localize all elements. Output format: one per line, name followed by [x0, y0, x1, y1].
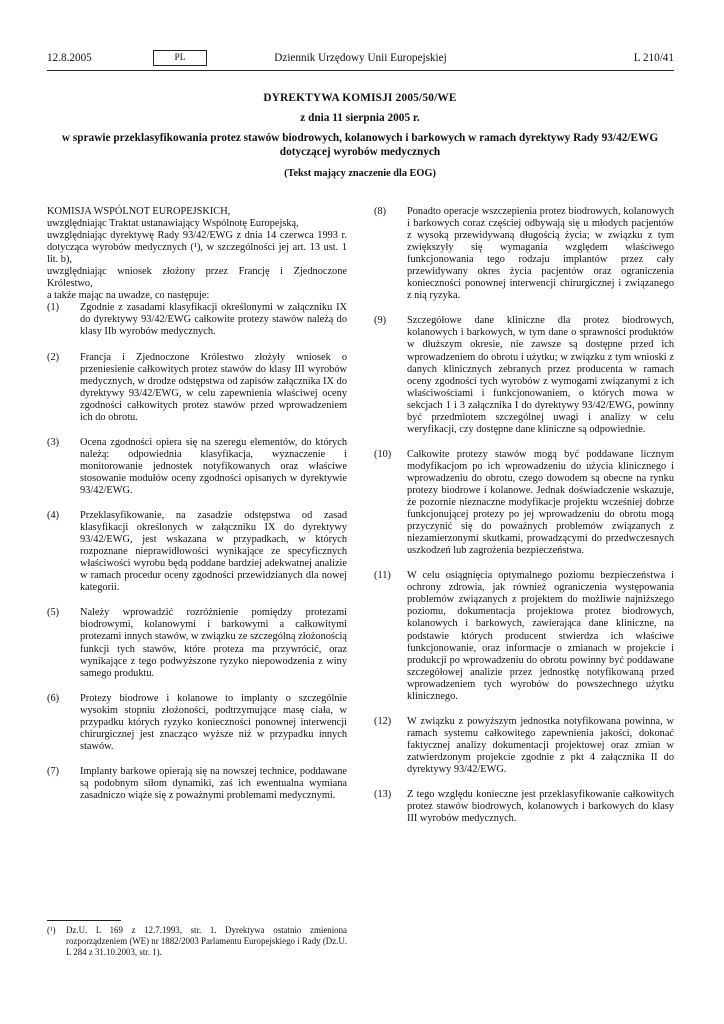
recital-text: Implanty barkowe opierają się na nowszej technice, poddawane są podobnym siłom dynamiki, zaś ich ewentualna wymiana zasadniczo wiąże się z poważnymi problemami medycznymi. [80, 765, 347, 801]
recital-text: Z tego względu konieczne jest przeklasyfikowanie całkowitych protez stawów biodrowych, kolanowych i barkowych do klasy III wyrobów medycznych. [407, 789, 674, 825]
recital-item [47, 437, 347, 497]
recital-treaty: uwzględniając Traktat ustanawiający Wspólnotę Europejską, [47, 218, 299, 230]
recital-number: (7) [47, 765, 60, 777]
footnote-divider [47, 920, 121, 921]
journal-title: Dziennik Urzędowy Unii Europejskiej [274, 52, 447, 64]
recital-number: (4) [47, 510, 60, 522]
whereas-intro: a także mając na uwadze, co następuje: [47, 290, 210, 302]
page-reference: L 210/41 [633, 52, 674, 64]
recital-item [47, 302, 347, 338]
recital-item [374, 570, 674, 703]
recital-text: Przeklasyfikowanie, na zasadzie odstępstwa od zasad klasyfikacji określonych w załączniku IX do dyrektywy 93/42/EWG, jest wskazana w przypadkach, w których rozpoznane nieprawidłowości wynikające ze specyficznych właściwości wyrobu będą poddane bardziej adekwatnej analizie w ramach procedur oceny zgodności przewidzianych dla nowej kategorii. [80, 510, 347, 594]
footnote [47, 925, 347, 958]
recital-item [374, 315, 674, 435]
document-title: DYREKTYWA KOMISJI 2005/50/WE [263, 92, 457, 104]
document-subject: w sprawie przeklasyfikowania protez stawów biodrowych, kolanowych i barkowych w ramach dyrektywy Rady 93/42/EWG dotyczącej wyrobów medycznych [61, 132, 659, 158]
recital-item [374, 449, 674, 557]
footnote-text: Dz.U. L 169 z 12.7.1993, str. 1. Dyrektywa ostatnio zmieniona rozporządzeniem (WE) nr 1882/2003 Parlamentu Europejskiego i Rady (Dz.U. L 284 z 31.10.2003, str. 1). [66, 925, 347, 957]
recital-number: (2) [47, 351, 60, 363]
recital-text: W celu osiągnięcia optymalnego poziomu bezpieczeństwa i ochrony zdrowia, jak również ograniczenia występowania problemów związanych z projektem do możliwie najniższego poziomu, dokumentacja projektowa protez biodrowych, kolanowych i barkowych, zawierająca dane kliniczne, na podstawie których producent stwierdza ich właściwe funkcjonowanie, oraz informacje o zmianach w projekcie i produkcji po wprowadzeniu do obrotu powinny być poddawane szczegółowej analizie przez jednostkę notyfikowaną przed wprowadzeniem tych wyrobów do powszechnego użytku klinicznego. [407, 570, 674, 702]
recital-directive: uwzględniając dyrektywę Rady 93/42/EWG z dnia 14 czerwca 1993 r. dotycząca wyrobów medycznych (¹), w szczególności jej art. 13 ust. 1 lit. b), [47, 230, 347, 266]
recital-number: (1) [47, 302, 60, 314]
recital-item [47, 510, 347, 594]
publication-date: 12.8.2005 [47, 52, 92, 64]
left-column [47, 206, 347, 815]
recital-number: (6) [47, 692, 60, 704]
recital-text: Należy wprowadzić rozróżnienie pomiędzy protezami biodrowymi, kolanowymi i barkowymi a całkowitymi protezami innych stawów, w związku ze szczególną złożonością funkcji tych stawów, które proteza ma przywrócić, oraz wynikające z tego podwyższone ryzyko niepowodzenia z winy samego produktu. [80, 607, 347, 679]
recital-number: (13) [374, 789, 392, 801]
recital-number: (5) [47, 607, 60, 619]
recital-number: (11) [374, 570, 391, 582]
recital-text: W związku z powyższym jednostka notyfikowana powinna, w ramach systemu całkowitego zapewnienia jakości, dokonać faktycznej analizy dokumentacji projektowej oraz zmian w zatwierdzonym projekcie zgodnie z pkt 4 załącznika II do dyrektywy 93/42/EWG. [407, 715, 674, 775]
document-date: z dnia 11 sierpnia 2005 r. [300, 112, 420, 124]
recital-item [374, 716, 674, 776]
recital-text: Szczegółowe dane kliniczne dla protez biodrowych, kolanowych i barkowych, w tym dane o sprawności produktów w dłuższym okresie, nie zawsze są dostępne przed ich wprowadzeniem do obrotu i użytku; w związku z tym wnioski z danych klinicznych zebranych przez producenta w ramach oceny zgodności tych wyrobów z wymogami związanymi z ich właściwościami i funkcjonowaniem, o których mowa w sekcjach 1 i 3 załącznika I do dyrektywy 93/42/EWG, powinny być przedmiotem szczególnej uwagi i analizy w celu weryfikacji, czy dostępne dane kliniczne są odpowiednie. [407, 315, 674, 435]
recital-item [47, 693, 347, 753]
recital-request: uwzględniając wniosek złożony przez Francję i Zjednoczone Królestwo, [47, 266, 347, 290]
eea-relevance-note: (Tekst mający znaczenie dla EOG) [284, 168, 436, 180]
recital-text: Francja i Zjednoczone Królestwo złożyły wniosek o przeniesienie całkowitych protez stawów do klasy III wyrobów medycznych, w drodze odstępstwa od zapisów załącznika IX do dyrektywy 93/42/EWG, w celu zapewnienia właściwej oceny zgodności całkowitych protez stawów przed wprowadzeniem ich do obrotu. [80, 351, 347, 423]
recital-item [374, 206, 674, 302]
recital-text: Protezy biodrowe i kolanowe to implanty o szczególnie wysokim stopniu złożoności, podtrzymujące masę ciała, w przypadku których ryzyko konieczności ponownej interwencji chirurgicznej jest znacząco wyższe niż w przypadku innych stawów. [80, 692, 347, 752]
right-column [374, 206, 674, 838]
recital-number: (10) [374, 448, 392, 460]
commission-heading: KOMISJA WSPÓLNOT EUROPEJSKICH, [47, 206, 231, 217]
footnote-mark: (¹) [47, 925, 56, 935]
language-badge: PL [153, 50, 207, 66]
recital-number: (12) [374, 715, 392, 727]
recital-item [374, 789, 674, 825]
recital-number: (9) [374, 315, 387, 327]
recital-text: Ocena zgodności opiera się na szeregu elementów, do których należą: odpowiednia klasyfikacja, wyznaczenie i monitorowanie jednostek notyfikowanych oraz właściwe stosowanie modułów oceny zgodności opisanych w dyrektywie 93/42/EWG. [80, 436, 347, 496]
recital-number: (3) [47, 436, 60, 448]
title-block [60, 92, 660, 179]
recital-item [47, 766, 347, 802]
recital-text: Ponadto operacje wszczepienia protez biodrowych, kolanowych i barkowych coraz częściej odbywają się u młodych pacjentów z wysoką przewidywaną długością życia; w związku z tym zwiększyły się wymagania względem właściwego funkcjonowania tego rodzaju implantów przez cały przewidywany okres życia pacjentów oraz ograniczenia konieczności ponownej interwencji chirurgicznej i związanego z nią ryzyka. [407, 206, 674, 302]
recital-number: (8) [374, 206, 387, 217]
recital-item [47, 352, 347, 424]
recital-text: Zgodnie z zasadami klasyfikacji określonymi w załączniku IX do dyrektywy 93/42/EWG całkowite protezy stawów należą do klasy IIb wyrobów medycznych. [80, 302, 347, 338]
header-divider [47, 70, 674, 71]
recital-item [47, 607, 347, 679]
running-header [47, 50, 674, 70]
recital-text: Całkowite protezy stawów mogą być poddawane licznym modyfikacjom po ich wprowadzeniu do użycia klinicznego i wprowadzeniu do obrotu, czego dowodem są obecne na rynku protezy biodrowe i kolanowe. Jednak doświadczenie wskazuje, że pozornie nieznaczne modyfikacje projektu wcześniej dobrze funkcjonującej protezy po jej wprowadzeniu do obrotu mogą przyczynić się do poważnych problemów związanych z niezamierzonymi skutkami, prowadzącymi do przedwczesnych uszkodzeń lub zagrożenia bezpieczeństwa. [407, 448, 674, 557]
